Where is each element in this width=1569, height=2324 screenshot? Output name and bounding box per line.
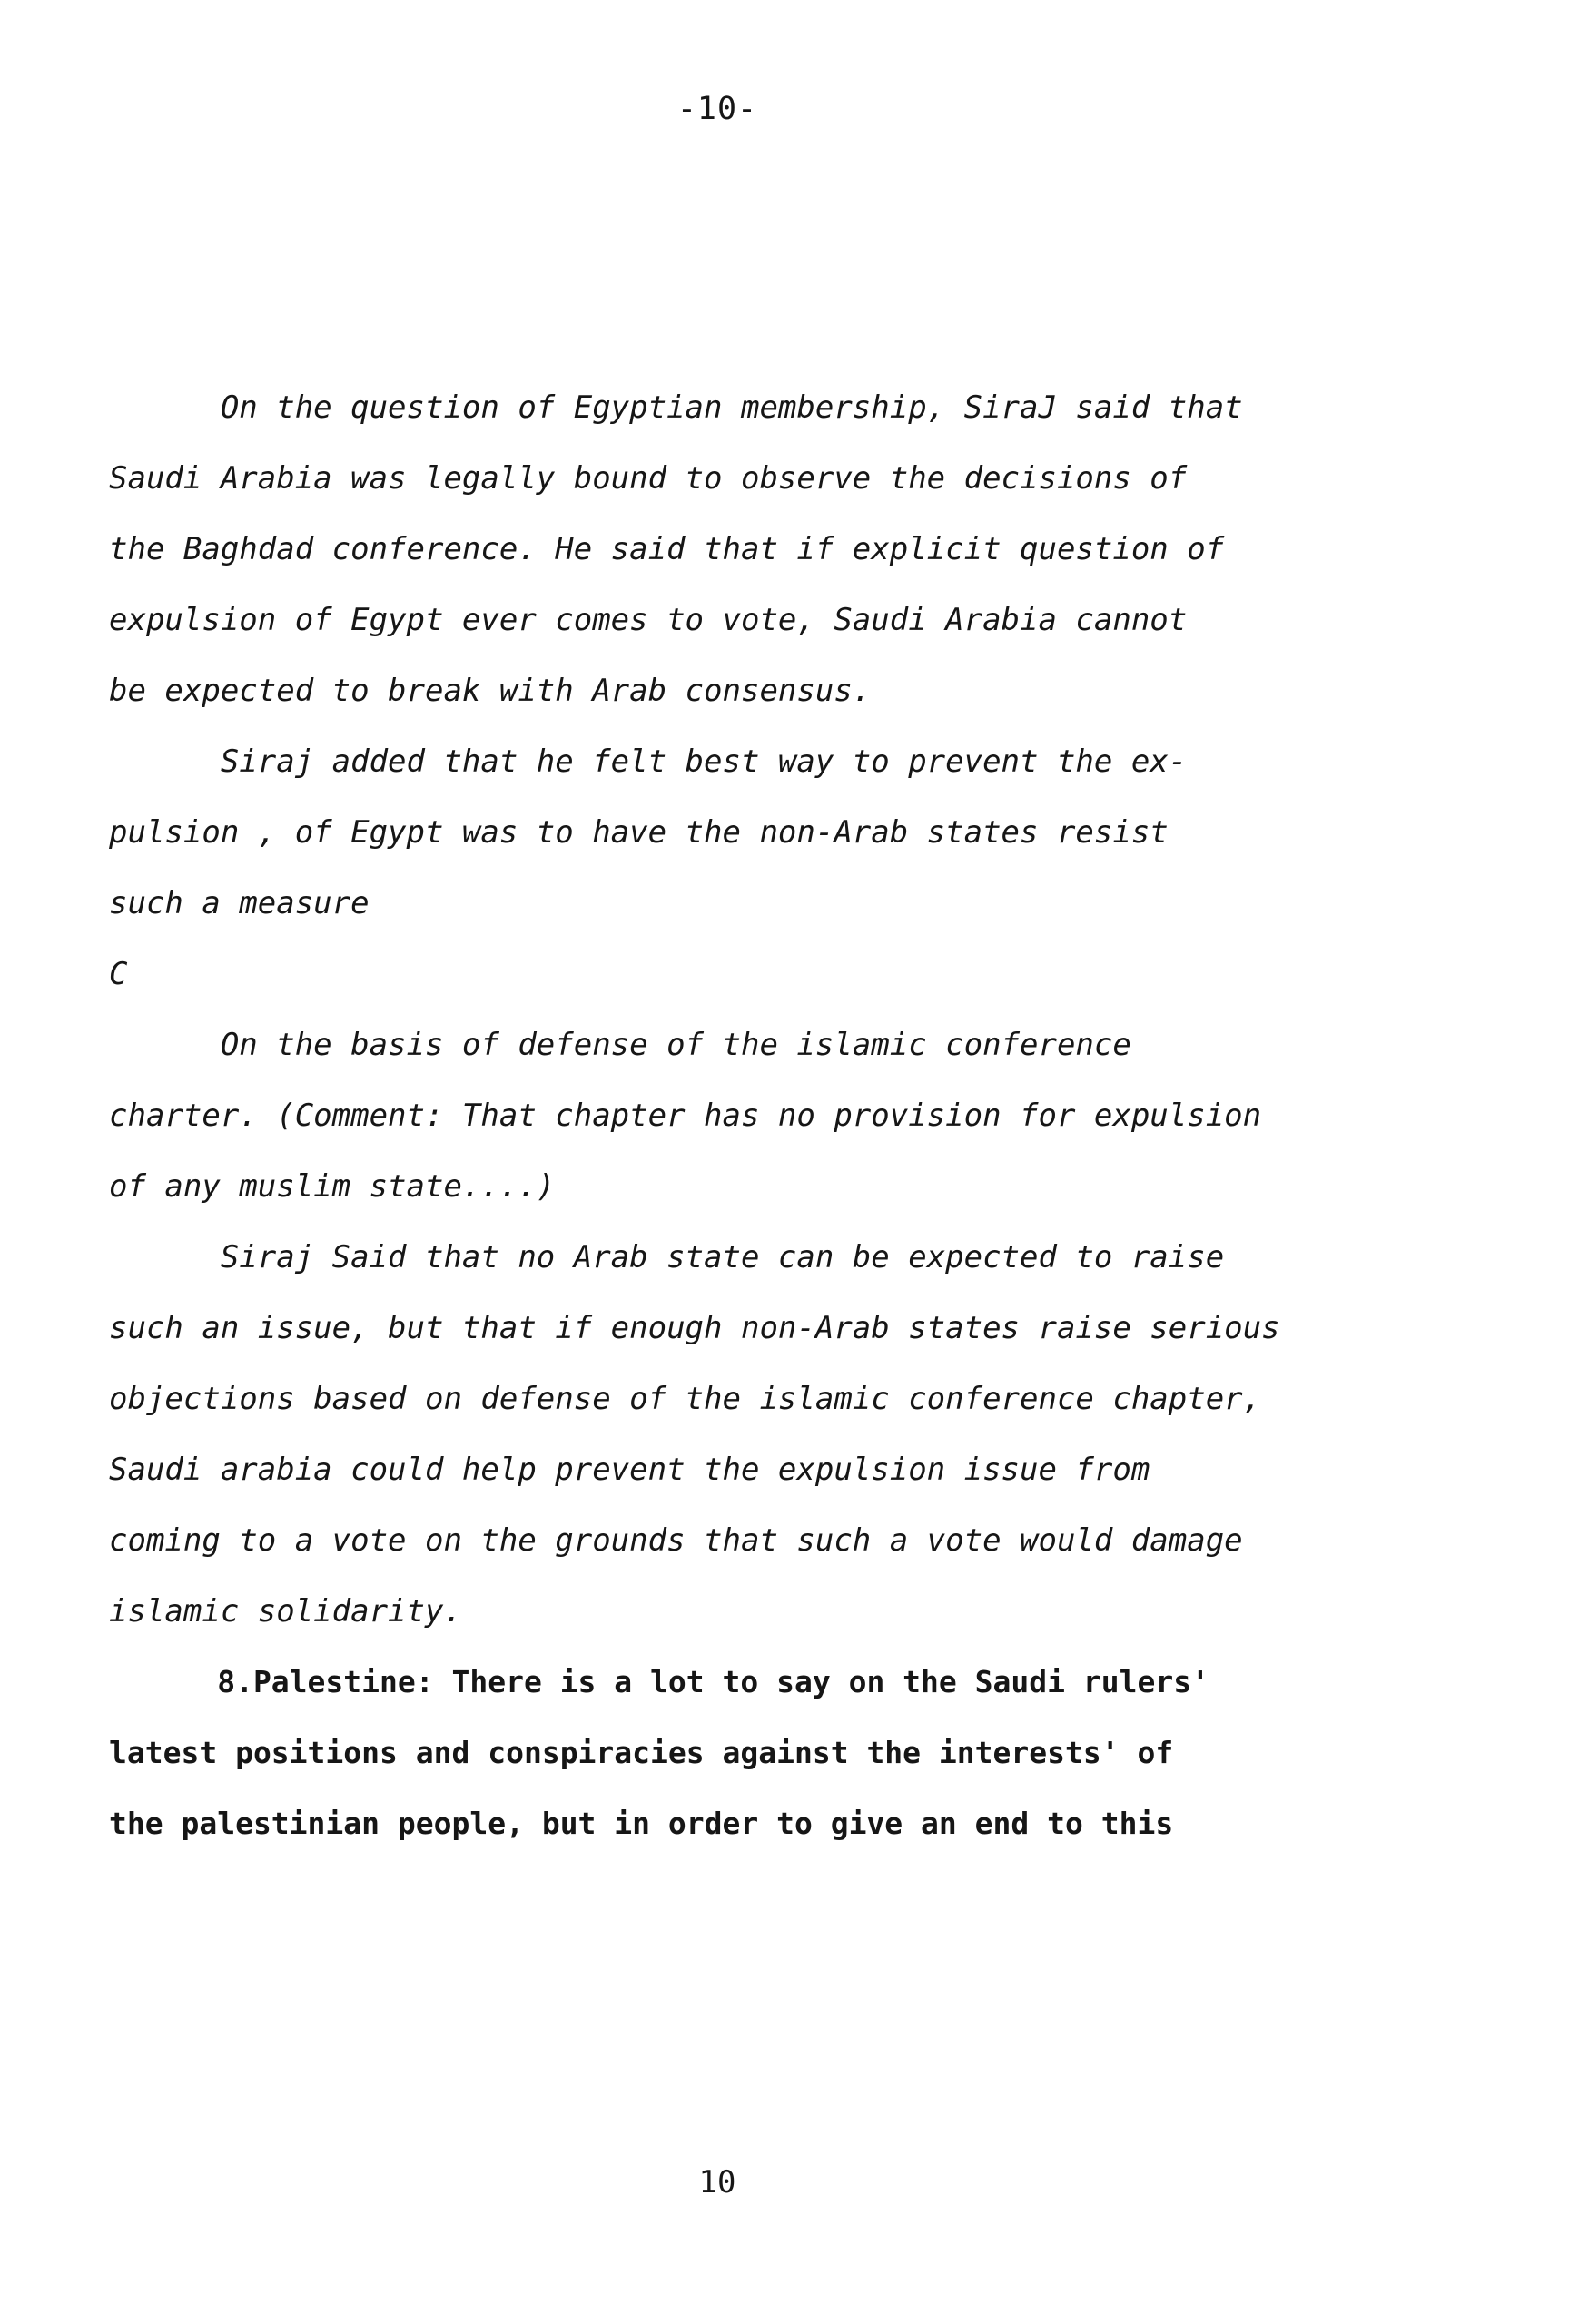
text-line: Saudi Arabia was legally bound to observe the decisions of [109,460,1188,497]
page-number-bottom: 10 [698,2164,736,2201]
text-line: latest positions and conspiracies against the interests' of [109,1735,1174,1770]
text-line: charter. (Comment: That chapter has no provision for expulsion [109,1098,1262,1134]
text-line: C [109,956,128,992]
text-line: Siraj added that he felt best way to prevent the ex- [109,743,1188,780]
text-line: of any muslim state....) [109,1168,556,1205]
text-line: the Baghdad conference. He said that if explicit question of [109,531,1225,567]
text-line: Saudi arabia could help prevent the expulsion issue from [109,1452,1150,1488]
text-line: expulsion of Egypt ever comes to vote, Saudi Arabia cannot [109,602,1188,638]
text-line: such a measure [109,885,370,921]
text-line: coming to a vote on the grounds that such a vote would damage [109,1522,1243,1559]
text-line: Siraj Said that no Arab state can be expected to raise [109,1239,1225,1275]
text-line: On the basis of defense of the islamic conference [109,1027,1131,1063]
text-line: pulsion , of Egypt was to have the non-Arab states resist [109,814,1169,851]
text-line: be expected to break with Arab consensus. [109,673,872,709]
page-number-top: -10- [676,91,758,127]
text-line: such an issue, but that if enough non-Arab states raise serious [109,1310,1280,1346]
text-line: the palestinian people, but in order to give an end to this [109,1806,1174,1841]
text-line: objections based on defense of the islamic conference chapter, [109,1381,1262,1417]
document-body [109,372,1471,1859]
text-line: islamic solidarity. [109,1593,462,1630]
text-line: On the question of Egyptian membership, SiraJ said that [109,389,1243,426]
text-line: 8.Palestine: There is a lot to say on the Saudi rulers' [109,1664,1209,1699]
